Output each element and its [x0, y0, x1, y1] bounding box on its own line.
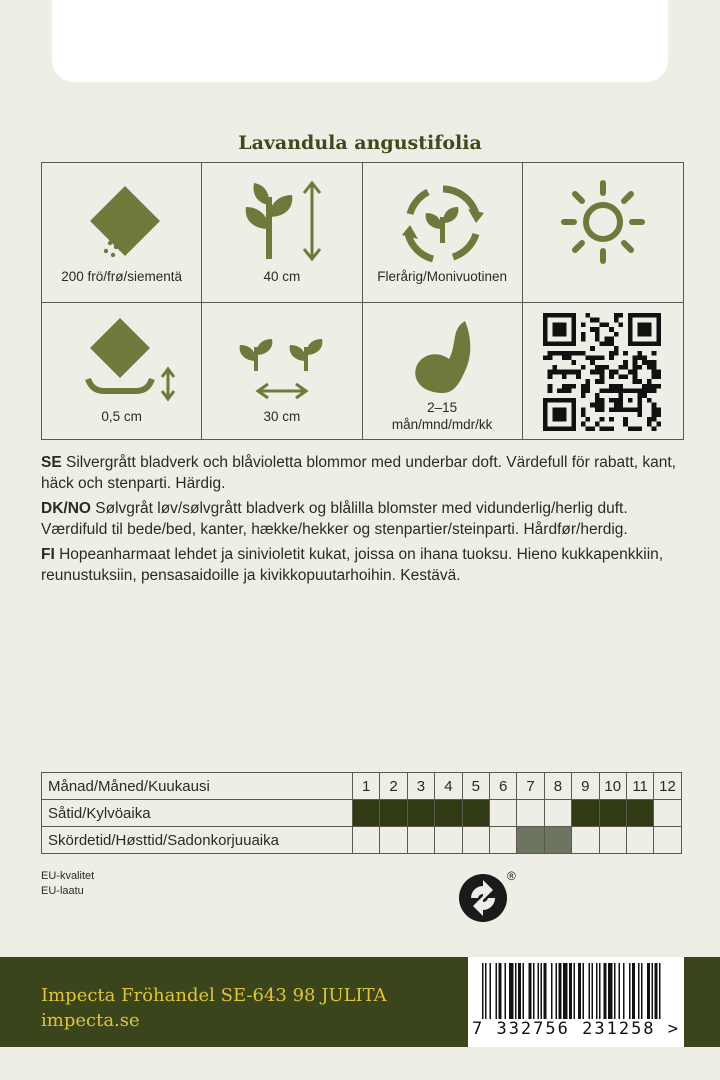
month-10: 10	[599, 773, 626, 800]
sowing-month-11	[626, 800, 653, 827]
text-fi: Hopeanharmaat lehdet ja sinivioletit kukat, joissa on ihana tuoksu. Hieno kukkapenkkiin, reunustuksiin, pensasaidoille ja kivikkopuutarhoihin. Kestävä.	[41, 546, 664, 584]
sowing-month-9	[572, 800, 599, 827]
cell-qr-code	[523, 303, 683, 439]
month-8: 8	[544, 773, 571, 800]
seed-count-label: 200 frö/frø/siementä	[61, 269, 183, 284]
sowing-month-4	[435, 800, 462, 827]
icon-grid	[41, 162, 684, 440]
eu-quality	[41, 869, 94, 899]
barcode-bars	[482, 963, 670, 1025]
qr-code[interactable]	[543, 313, 661, 431]
sowing-depth-icon	[78, 313, 188, 403]
month-1: 1	[353, 773, 380, 800]
sowing-label: Såtid/Kylvöaika	[42, 800, 353, 827]
harvest-month-2	[380, 827, 407, 854]
description	[41, 452, 691, 590]
harvest-row	[42, 827, 682, 854]
green-dot-recycling-icon	[457, 866, 517, 926]
month-4: 4	[435, 773, 462, 800]
sowing-month-8	[544, 800, 571, 827]
hang-hole	[52, 0, 668, 82]
harvest-month-11	[626, 827, 653, 854]
lang-code-dkno: DK/NO	[41, 500, 91, 517]
barcode-left-digits: 332756	[496, 1019, 570, 1039]
eu-quality-se: EU-kvalitet	[41, 870, 95, 882]
sowing-calendar	[41, 772, 682, 854]
sowing-month-10	[599, 800, 626, 827]
species-title: Lavandula angustifolia	[238, 132, 482, 154]
sowing-month-7	[517, 800, 544, 827]
lifespan-label: Flerårig/Monivuotinen	[377, 269, 508, 284]
month-12: 12	[654, 773, 681, 800]
seed-packet-icon	[80, 181, 170, 271]
cell-height	[202, 163, 362, 303]
plant-spacing-label: 30 cm	[263, 409, 301, 424]
month-2: 2	[380, 773, 407, 800]
barcode-lead-digit: 7	[471, 1019, 485, 1039]
month-6: 6	[489, 773, 516, 800]
harvest-month-8	[544, 827, 571, 854]
sowing-row	[42, 800, 682, 827]
description-dkno	[41, 498, 691, 540]
harvest-month-6	[489, 827, 516, 854]
harvest-label: Skördetid/Høsttid/Sadonkorjuuaika	[42, 827, 353, 854]
harvest-month-12	[654, 827, 681, 854]
germination-range: 2–15	[427, 400, 458, 415]
text-dkno: Sølvgråt løv/sølvgrått bladverk og blålilla blomster med vidunderlig/herlig duft. Værdifuld til bede/bed, kanter, hække/hekker og stenpartier/steinparti. Hårdfør/herdig.	[41, 500, 628, 538]
description-fi	[41, 544, 691, 586]
harvest-month-3	[407, 827, 434, 854]
cell-sun	[523, 163, 683, 303]
eu-quality-fi: EU-laatu	[41, 885, 84, 897]
cell-sowing-depth	[42, 303, 202, 439]
perennial-cycle-icon	[398, 179, 488, 269]
company-address: Impecta Fröhandel SE-643 98 JULITA	[41, 985, 387, 1006]
plant-spacing-icon	[232, 327, 332, 407]
month-7: 7	[517, 773, 544, 800]
harvest-month-7	[517, 827, 544, 854]
sun-icon	[558, 177, 648, 267]
description-se	[41, 452, 691, 494]
month-9: 9	[572, 773, 599, 800]
cell-seed-count	[42, 163, 202, 303]
harvest-month-4	[435, 827, 462, 854]
height-label: 40 cm	[263, 269, 301, 284]
barcode-right-digits: 231258	[582, 1019, 656, 1039]
sowing-month-5	[462, 800, 489, 827]
cell-lifespan	[363, 163, 523, 303]
sowing-month-2	[380, 800, 407, 827]
harvest-month-5	[462, 827, 489, 854]
text-se: Silvergrått bladverk och blåvioletta blommor med underbar doft. Värdefull för rabatt, kant, häck och stenparti. Härdig.	[41, 454, 676, 492]
harvest-month-9	[572, 827, 599, 854]
month-header-label: Månad/Måned/Kuukausi	[42, 773, 353, 800]
germination-time-label	[363, 399, 522, 433]
sowing-month-12	[654, 800, 681, 827]
barcode-number	[468, 1019, 684, 1039]
registered-mark: ®	[507, 869, 516, 883]
harvest-month-10	[599, 827, 626, 854]
cell-plant-spacing	[202, 303, 362, 439]
sowing-month-3	[407, 800, 434, 827]
calendar-header-row	[42, 773, 682, 800]
plant-height-icon	[232, 177, 332, 267]
company-website[interactable]: impecta.se	[41, 1010, 140, 1031]
cell-germination	[363, 303, 523, 439]
harvest-month-1	[353, 827, 380, 854]
lang-code-fi: FI	[41, 546, 55, 563]
sowing-month-1	[353, 800, 380, 827]
month-3: 3	[407, 773, 434, 800]
germination-unit: mån/mnd/mdr/kk	[391, 417, 493, 432]
lang-code-se: SE	[41, 454, 62, 471]
sowing-depth-label: 0,5 cm	[101, 409, 142, 424]
month-11: 11	[626, 773, 653, 800]
barcode-tail: >	[667, 1019, 681, 1039]
month-5: 5	[462, 773, 489, 800]
sowing-month-6	[489, 800, 516, 827]
barcode	[468, 957, 684, 1047]
germinating-seed-icon	[403, 315, 493, 395]
